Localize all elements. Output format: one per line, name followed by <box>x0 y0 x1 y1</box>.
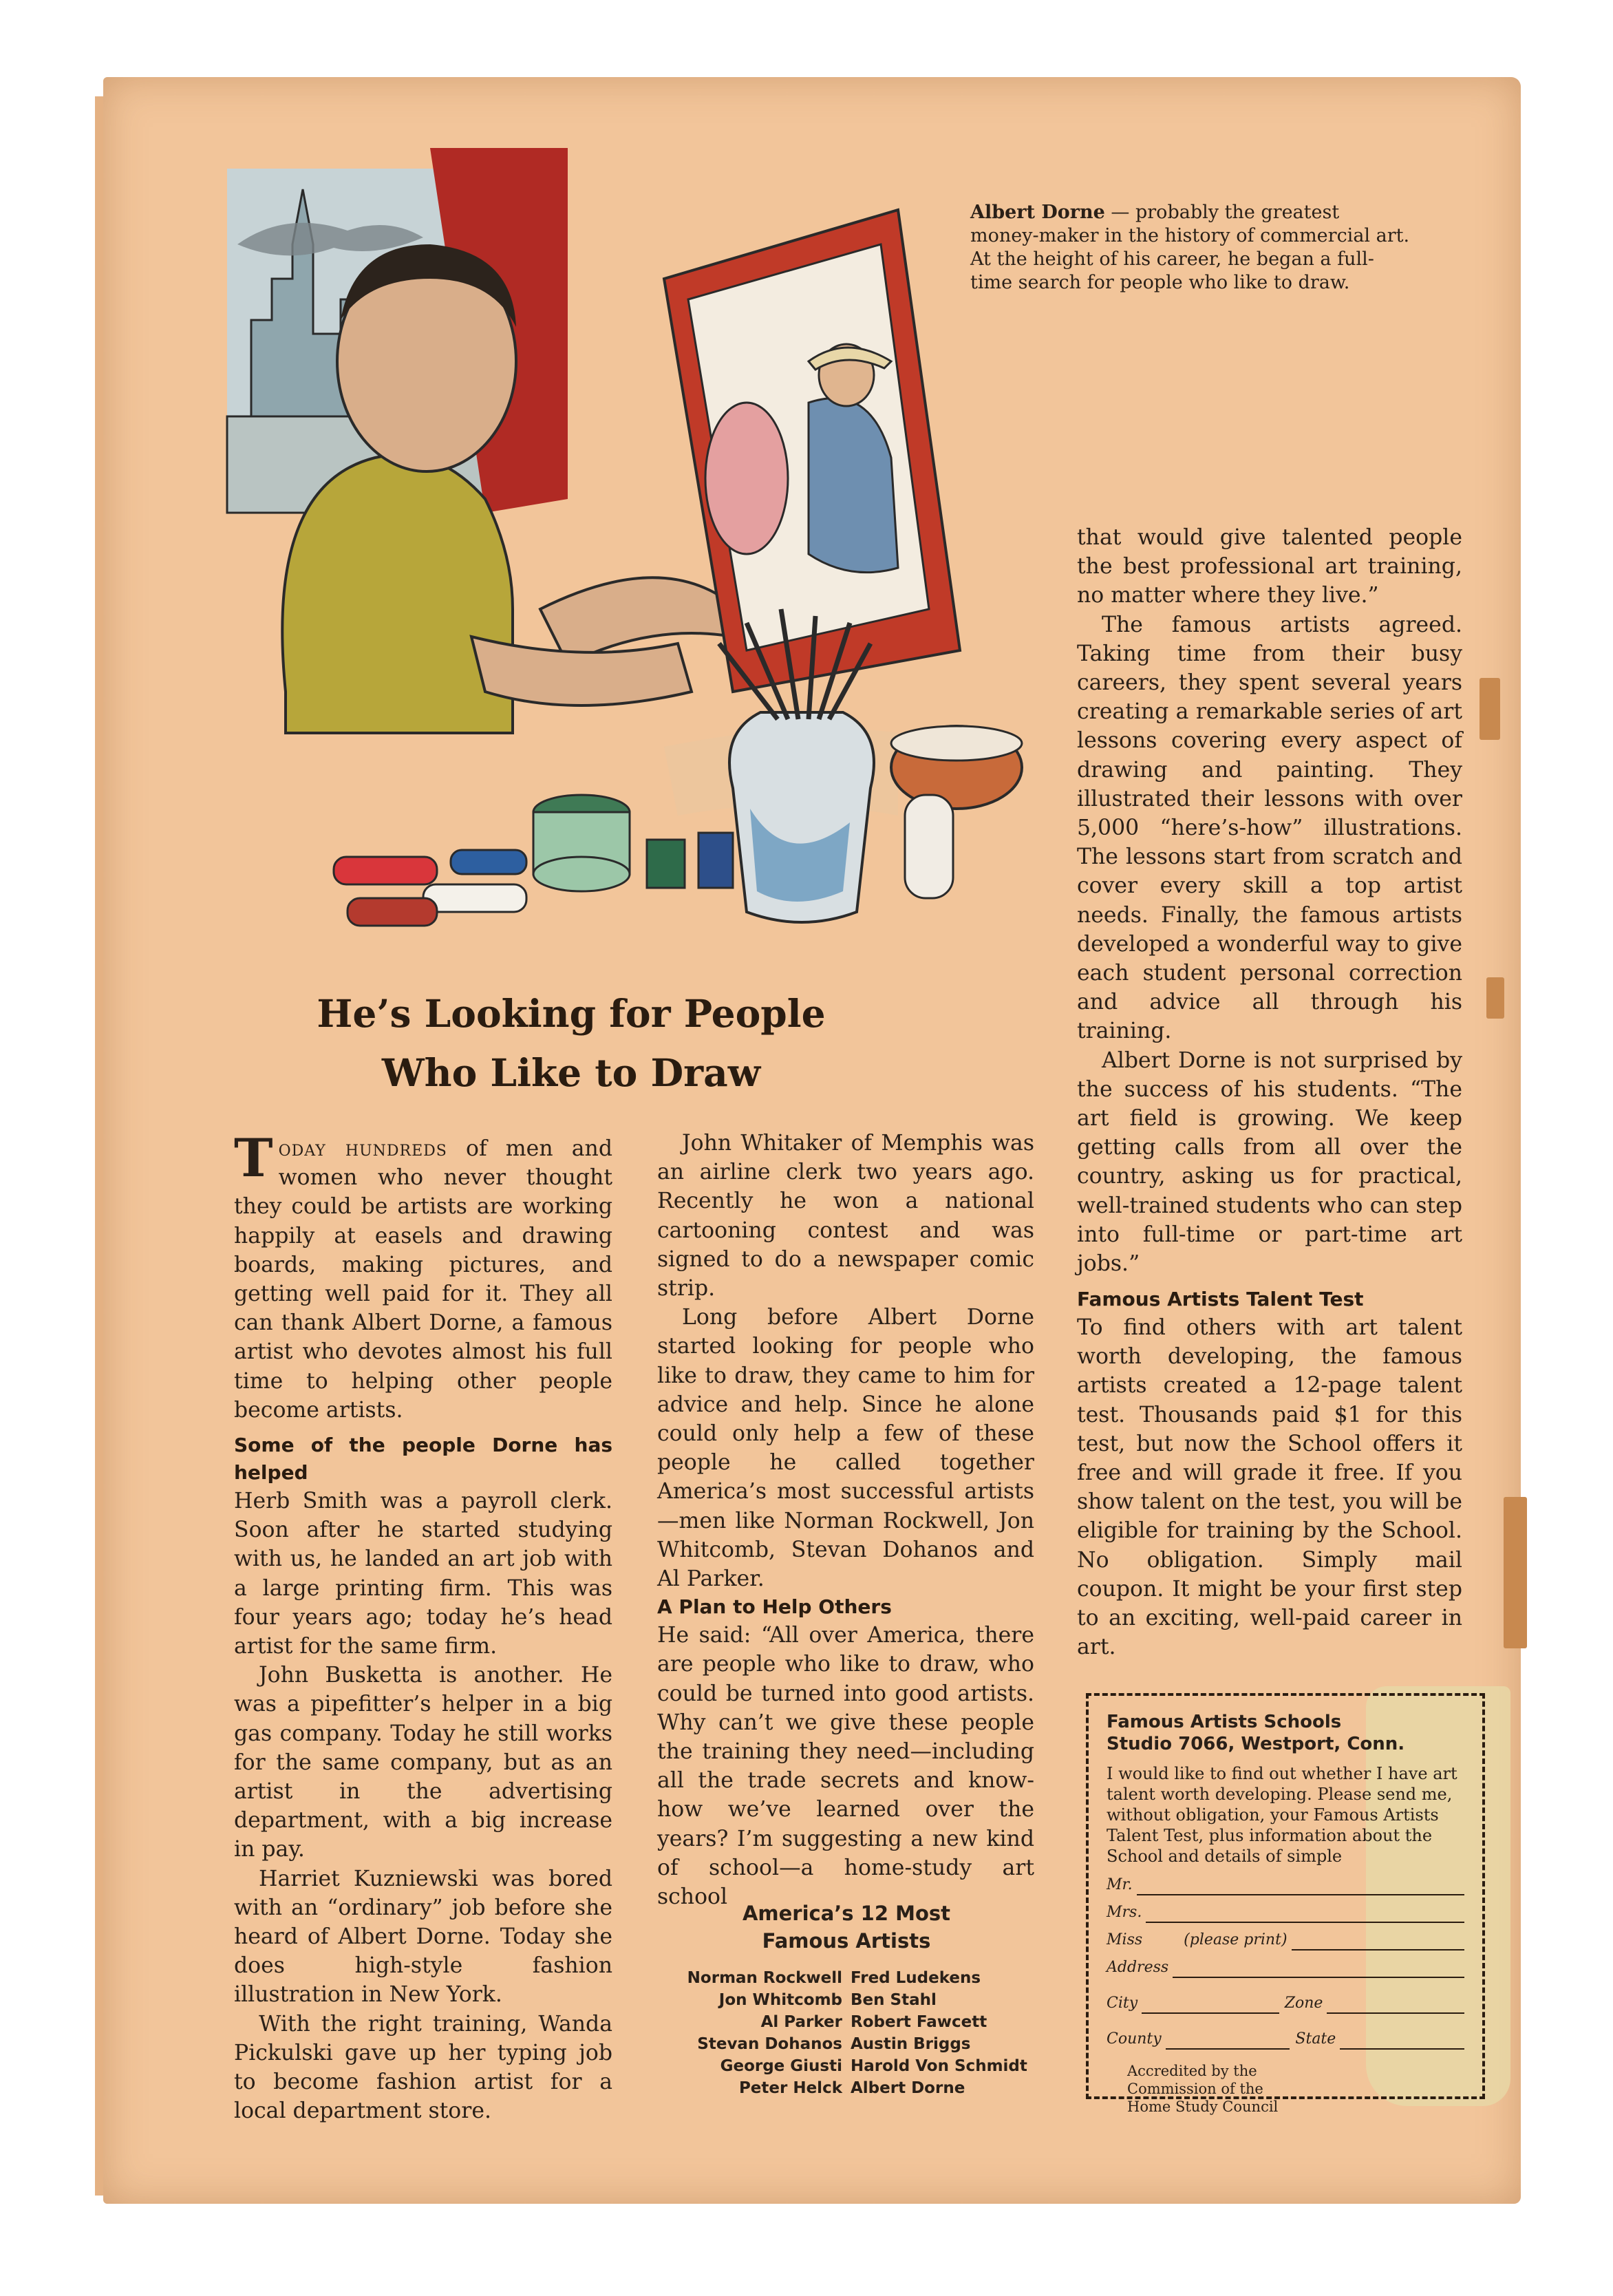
field-label: City <box>1107 1995 1138 2012</box>
coupon-body: I would like to find out whether I have art talent worth developing. Please send me, without obligation, your Famous Artists Talent Test, plus information about the School and details of simple <box>1107 1764 1457 1866</box>
section-heading: Famous Artists Talent Test <box>1077 1288 1364 1310</box>
paragraph: John Busketta is another. He was a pipefitter’s helper in a big gas company. Today he still works for the same company, but as an artist in the advertising department, with a big increase in pay. <box>234 1663 612 1862</box>
paragraph: With the right training, Wanda Pickulski gave up her typing job to become fashion artist for a local department store. <box>234 2011 612 2124</box>
write-line[interactable] <box>1142 1999 1279 2014</box>
artist-name: Ben Stahl <box>851 1991 937 2009</box>
list-item <box>643 2033 1049 2055</box>
artist-name: Robert Fawcett <box>851 2013 987 2031</box>
list-item <box>643 1989 1049 2011</box>
field-label: Address <box>1107 1959 1169 1976</box>
coupon-studio: Studio 7066, Westport, Conn. <box>1107 1734 1405 1754</box>
headline-line-1: He’s Looking for People <box>317 991 826 1036</box>
coupon-field-miss[interactable] <box>1107 1930 1464 1950</box>
coupon-school: Famous Artists Schools <box>1107 1712 1342 1732</box>
artists-title-line-1: America’s 12 Most <box>742 1902 951 1925</box>
write-line[interactable] <box>1173 1963 1464 1978</box>
coupon-field-mr[interactable] <box>1107 1875 1464 1895</box>
list-item <box>643 2011 1049 2033</box>
headline-line-2: Who Like to Draw <box>381 1050 761 1095</box>
coupon-field-city[interactable] <box>1107 1993 1464 2014</box>
article-column-3-continued <box>1077 1286 1462 1661</box>
paragraph: He said: “All over America, there are people who like to draw, who could be turned into good artists. Why can’t we give these people the training they need—including all the trade secrets and know-how we’ve learned over the years? I’m suggesting a new kind of school—a home-study art school <box>657 1623 1034 1910</box>
artist-name: Stevan Dohanos <box>697 2035 842 2053</box>
caption-name: Albert Dorne <box>970 202 1105 223</box>
coupon-field-address[interactable] <box>1107 1957 1464 1978</box>
list-item <box>643 1967 1049 1989</box>
field-label: Mr. <box>1107 1876 1133 1893</box>
article-column-2 <box>657 1129 1034 1911</box>
paragraph: Albert Dorne is not surprised by the success of his students. “The art field is growing. We keep getting calls from all over the country, asking us for practical, well-trained students who can step into full-time or part-time art jobs.” <box>1077 1048 1462 1277</box>
famous-artists-list <box>643 1900 1049 2099</box>
paragraph: Long before Albert Dorne started looking for people who like to draw, they came to him for advice and help. Since he alone could only help a few of these people he called together America’s most successful artists —men like Norman Rockwell, Jon Whitcomb, Stevan Dohanos and Al Parker. <box>657 1305 1034 1592</box>
list-item <box>643 2077 1049 2099</box>
artist-name: Fred Ludekens <box>851 1969 981 1987</box>
field-label: Mrs. <box>1107 1904 1142 1921</box>
write-line[interactable] <box>1292 1935 1464 1950</box>
paragraph: The famous artists agreed. Taking time from their busy careers, they spent several years creating a remarkable series of art lessons covering every aspect of drawing and painting. They illustrated their lessons with over 5,000 “here’s-how” illustrations. The lessons start from scratch and cover every skill a top artist needs. Finally, the famous artists developed a wonderful way to give each student personal correction and advice all through his training. <box>1077 612 1462 1044</box>
write-line[interactable] <box>1146 1908 1464 1923</box>
paragraph: of men and women who never thought they could be artists are working happily at easels and drawing boards, making pictures, and getting well paid for it. They all can thank Albert Dorne, a famous artist who devotes almost his full time to helping other people become artists. <box>234 1136 612 1423</box>
section-heading: A Plan to Help Others <box>657 1595 892 1619</box>
section-heading: Some of the people Dorne has helped <box>234 1434 612 1485</box>
coupon-field-mrs[interactable] <box>1107 1902 1464 1923</box>
field-label: County <box>1107 2030 1162 2048</box>
artist-name: Albert Dorne <box>851 2079 965 2097</box>
write-line[interactable] <box>1166 2034 1290 2050</box>
article-column-1 <box>234 1127 612 2126</box>
paragraph: To find others with art talent worth developing, the famous artists created a 12-page talent test. Thousands paid $1 for this test, but now the School offers it free and will grade it free. If you show talent on the test, you will be eligible for training by the School. No obligation. Simply mail coupon. It might be your first step to an exciting, well-paid career in art. <box>1077 1315 1462 1660</box>
coupon-accredited: Accredited by the Commission of the Home Study Council <box>1127 2063 1279 2115</box>
artist-name: Harold Von Schmidt <box>851 2057 1027 2075</box>
lead-small-caps: oday hundreds <box>278 1136 447 1161</box>
headline <box>227 984 915 1103</box>
field-label: Zone <box>1284 1995 1323 2012</box>
print-note: (please print) <box>1184 1931 1288 1948</box>
field-label: State <box>1295 2030 1336 2048</box>
field-label: Miss <box>1107 1931 1143 1948</box>
coupon-field-county[interactable] <box>1107 2029 1464 2050</box>
write-line[interactable] <box>1327 1999 1464 2014</box>
write-line[interactable] <box>1340 2034 1464 2050</box>
paragraph: that would give talented people the best professional art training, no matter where they live.” <box>1077 525 1462 608</box>
drop-cap: T <box>234 1127 273 1189</box>
illustration-caption <box>970 201 1411 295</box>
write-line[interactable] <box>1137 1880 1464 1895</box>
torn-tab <box>1504 1497 1527 1648</box>
artist-name: Peter Helck <box>738 2079 842 2097</box>
artist-name: Norman Rockwell <box>687 1969 842 1987</box>
torn-tab <box>1480 678 1500 740</box>
paragraph: Harriet Kuzniewski was bored with an “ordinary” job before she heard of Albert Dorne. Today she does high-style fashion illustration in New York. <box>234 1866 612 2008</box>
list-item <box>643 2055 1049 2077</box>
article-column-3 <box>1077 523 1462 1278</box>
mail-coupon[interactable] <box>1086 1693 1485 2115</box>
artists-table <box>643 1967 1049 2099</box>
artist-name: Al Parker <box>760 2013 842 2031</box>
artist-name: Austin Briggs <box>851 2035 971 2053</box>
paragraph: Herb Smith was a payroll clerk. Soon after he started studying with us, he landed an art job with a large printing firm. This was four years ago; today he’s head artist for the same firm. <box>234 1489 612 1659</box>
paragraph: John Whitaker of Memphis was an airline clerk two years ago. Recently he won a national cartooning contest and was signed to do a newspaper comic strip. <box>657 1131 1034 1301</box>
artist-name: George Giusti <box>720 2057 842 2075</box>
artists-title-line-2: Famous Artists <box>762 1929 931 1953</box>
caption-text: — probably the greatest money-maker in the history of commercial art. At the height of his career, he began a full-time search for people who like to draw. <box>970 202 1410 293</box>
artist-name: Jon Whitcomb <box>718 1991 842 2009</box>
illustration-artist-at-easel <box>127 72 1049 974</box>
torn-tab <box>1486 977 1504 1019</box>
